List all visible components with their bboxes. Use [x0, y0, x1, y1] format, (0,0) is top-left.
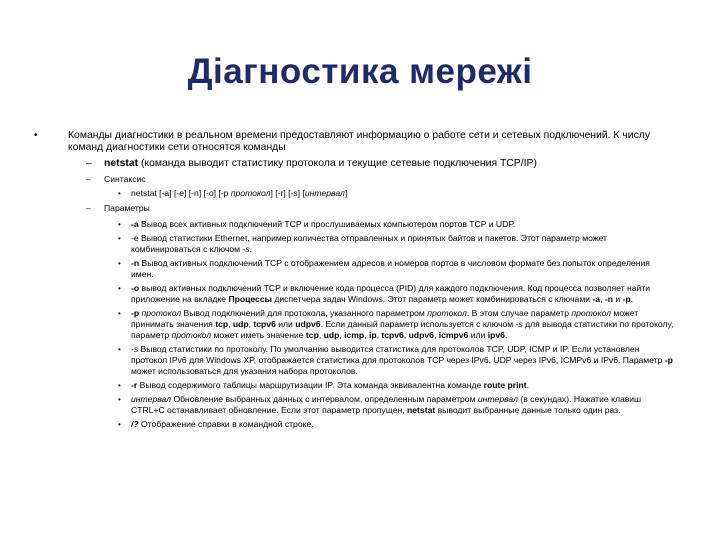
param-text: Вывод активных подключений TCP с отображением адресов и номеров портов в числовом формате без попыток определения имен.: [131, 258, 650, 280]
bullet-icon: •: [118, 345, 121, 355]
param-text: Обновление выбранных данных с интервалом, определенным параметром: [171, 394, 478, 405]
syntax-label: Синтаксис: [104, 174, 146, 185]
bullet-icon: •: [118, 220, 121, 230]
netstat-cmd: netstat: [104, 157, 139, 169]
dash-icon: –: [86, 157, 92, 169]
param-text: ,: [600, 294, 605, 305]
param-value: ipv6: [487, 330, 505, 341]
bullet-icon: •: [118, 420, 121, 430]
item-params: [34, 203, 674, 214]
param-help: [34, 419, 674, 430]
param-text: Вывод статистики по протоколу. По умолчанию выводится статистика для протоколов TCP, UDP, ICMP и IP. Если установлен протокол IPv6 для Windows XP, отображается статистика для протоколов TCP через IPv6, UDP через IPv6, ICMPv6 и IPv6. Параметр: [131, 344, 665, 366]
param-text: выводит выбранные данные только один раз.: [435, 405, 621, 416]
param-value: tcp: [215, 319, 229, 330]
param-key: -e: [131, 233, 139, 244]
syntax-line: [34, 188, 674, 199]
param-value: icmpv6: [438, 330, 469, 341]
param-key: интервал: [477, 394, 518, 405]
param-text: или: [275, 319, 296, 330]
param-key: -p: [622, 294, 631, 305]
param-text: Вывод всех активных подключений TCP и прослушиваемых компьютером портов TCP и UDP.: [138, 219, 516, 230]
param-key: -s: [242, 244, 250, 255]
param-text: вывод активных подключений TCP и включение кода процесса (PID) для каждого подключения. Код процесса позволяет найти приложение на вкладке: [131, 283, 651, 305]
slide-content: [34, 130, 674, 430]
bullet-icon: •: [34, 130, 38, 141]
item-netstat: [34, 158, 674, 170]
param-key: -s: [515, 319, 523, 330]
param-text: .: [630, 294, 634, 305]
dash-icon: –: [86, 174, 91, 185]
param-key: -a: [131, 219, 139, 230]
param-s: [34, 344, 674, 377]
param-interval: [34, 394, 674, 416]
intro-text: Команды диагностики в реальном времени предоставляют информацию о работе сети и сетевых подключений. К числу команд диагностики сети относятся команды: [68, 130, 651, 154]
bullet-icon: •: [118, 234, 121, 244]
param-key: -s: [131, 344, 139, 355]
param-key: -n: [604, 294, 613, 305]
param-text: .: [249, 244, 253, 255]
param-e: [34, 233, 674, 255]
syntax-part: ]: [344, 188, 348, 199]
param-text: или: [468, 330, 488, 341]
item-syntax: [34, 174, 674, 185]
param-text: . В этом случае параметр: [466, 308, 572, 319]
param-text: ,: [339, 330, 345, 341]
param-value: route print: [483, 380, 527, 391]
param-a: [34, 219, 674, 230]
param-text: может использоваться для указания набора протоколов.: [131, 366, 358, 377]
param-key: интервал: [131, 394, 172, 405]
param-value: udp: [232, 319, 249, 330]
param-text: Вывод содержимого таблицы маршрутизации IP. Эта команда эквивалентна команде: [137, 380, 484, 391]
bullet-icon: •: [118, 395, 121, 405]
param-text: может принимать значения: [131, 308, 639, 330]
param-key: -o: [131, 283, 140, 294]
param-value: udpv6: [295, 319, 321, 330]
bullet-icon: •: [118, 284, 121, 294]
param-value: netstat: [407, 405, 436, 416]
param-text: Процессы: [228, 294, 272, 305]
bullet-icon: •: [118, 381, 121, 391]
bullet-icon: •: [118, 189, 121, 199]
param-text: протокол: [427, 308, 467, 319]
syntax-part: интервал: [304, 188, 345, 199]
param-text: протокол: [171, 330, 212, 341]
param-o: [34, 283, 674, 305]
dash-icon: –: [86, 203, 91, 214]
param-key: -a: [592, 294, 601, 305]
param-text: и: [612, 294, 623, 305]
param-value: ip: [368, 330, 377, 341]
param-text: ,: [318, 330, 324, 341]
param-text: ,: [433, 330, 439, 341]
param-value: tcp: [305, 330, 319, 341]
param-text: ,: [248, 319, 254, 330]
param-r: [34, 380, 674, 391]
param-text: протокол: [571, 308, 612, 319]
param-text: Отображение справки в командной строке.: [138, 419, 314, 430]
netstat-desc: (команда выводит статистику протокола и текущие сетевые подключения TCP/IP): [138, 157, 537, 169]
param-p: [34, 308, 674, 341]
param-key: -r: [131, 380, 138, 391]
param-text: ,: [376, 330, 382, 341]
param-value: tcpv6: [253, 319, 276, 330]
param-text: ,: [228, 319, 233, 330]
param-value: tcpv6: [381, 330, 404, 341]
param-text: .: [504, 330, 508, 341]
param-text: (в секундах). Нажатие клавиш CTRL+C останавливает обновление. Если этот параметр пропущен,: [131, 394, 641, 416]
param-text: для вывода статистики по протоколу, параметр: [131, 319, 674, 341]
param-n: [34, 258, 674, 280]
param-key: протокол: [139, 308, 182, 319]
param-value: icmp: [344, 330, 365, 341]
param-text: Вывод статистики Ethernet, например количества отправленных и принятых байтов и пакетов. Этот параметр может комбинироваться с ключом: [131, 233, 607, 255]
syntax-part: netstat [-a] [-e] [-n] [-o] [-p: [131, 188, 231, 199]
param-text: диспетчера задач Windows. Этот параметр может комбинироваться с ключами: [271, 294, 593, 305]
param-text: .: [526, 380, 530, 391]
param-key: -p: [131, 308, 140, 319]
params-label: Параметры: [104, 203, 150, 214]
bullet-intro: [34, 130, 674, 155]
param-value: udpv6: [408, 330, 434, 341]
param-value: udp: [323, 330, 340, 341]
param-key: -n: [131, 258, 140, 269]
bullet-icon: •: [118, 259, 121, 269]
param-key: /?: [131, 419, 139, 430]
syntax-part: протокол: [230, 188, 271, 199]
param-text: ,: [403, 330, 409, 341]
syntax-part: ] [-r] [-s] [: [270, 188, 305, 199]
bullet-icon: •: [118, 309, 121, 319]
param-text: может иметь значение: [211, 330, 306, 341]
param-text: Вывод подключений для протокола, указанного параметром: [181, 308, 428, 319]
page-title: Діагностика мережі: [187, 52, 533, 91]
param-text: . Если данный параметр используется с ключом: [320, 319, 516, 330]
param-key: -p: [664, 355, 673, 366]
param-text: ,: [364, 330, 369, 341]
